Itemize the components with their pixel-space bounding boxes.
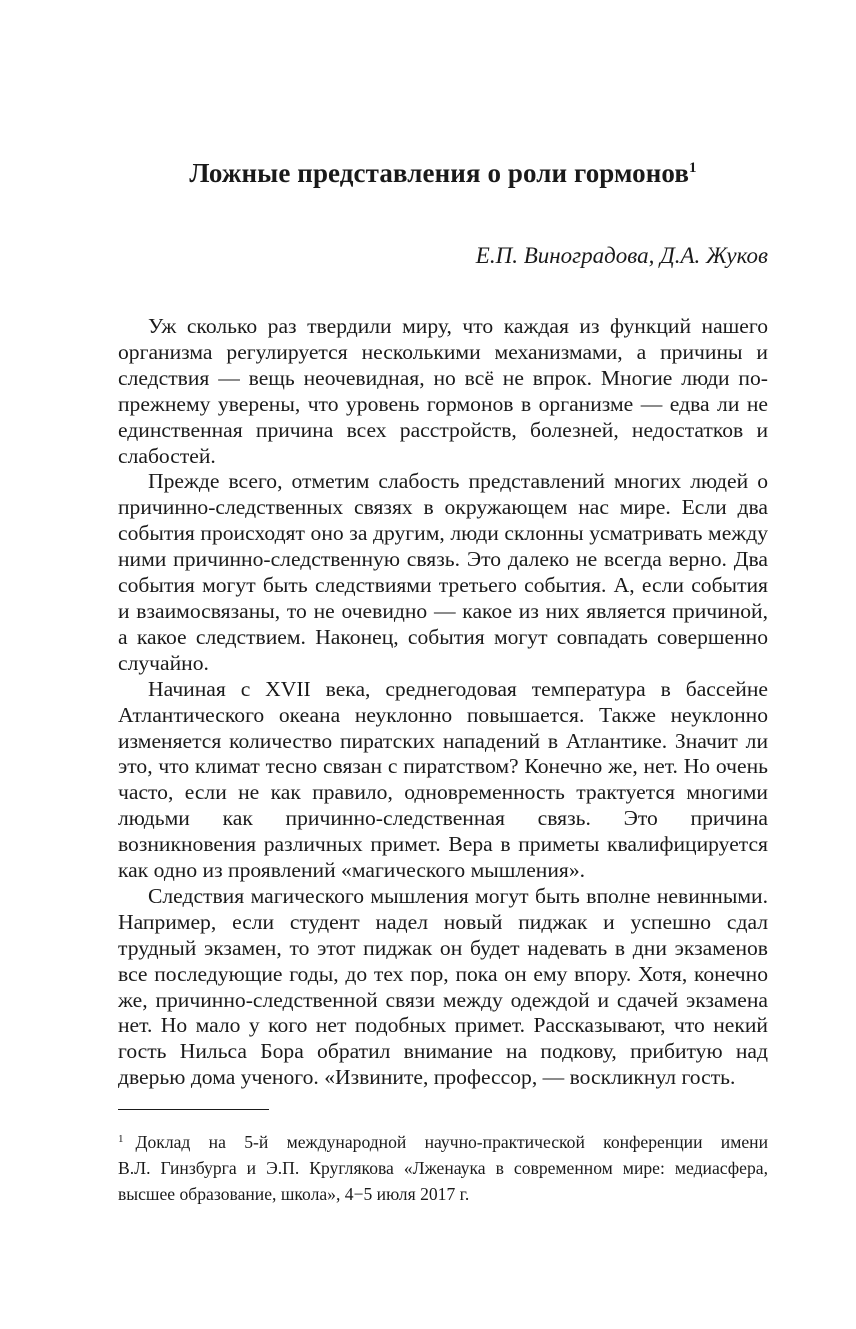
- footnote-line-3: высшее образование, школа», 4−5 июля 2017 г.: [118, 1184, 470, 1204]
- paragraph-3: Начиная с XVII века, среднегодовая температура в бассейне Атлантического океана неуклонно повышается. Также неуклонно изменяется количество пиратских нападений в Атлантике. Значит ли это, что климат тесно связан с пиратством? Конечно же, нет. Но очень часто, если не как правило, одновременность трактуется многими людьми как причинно-следственная связь. Это причина возникновения различных примет. Вера в приметы квалифицируется как одно из проявлений «магического мышления».: [118, 676, 768, 883]
- article-body: [118, 314, 768, 1091]
- footnote: [118, 1129, 768, 1207]
- footnote-line-2: В.Л. Гинзбурга и Э.П. Круглякова «Лженаука в современном мире: медиасфера,: [118, 1158, 768, 1178]
- article-authors: Е.П. Виноградова, Д.А. Жуков: [475, 243, 768, 268]
- footnote-mark: 1: [118, 1133, 124, 1145]
- footnote-line-1: [118, 1129, 768, 1155]
- paragraph-2: Прежде всего, отметим слабость представлений многих людей о причинно-следственных связях в окружающем нас мире. Если два события происходят оно за другим, люди склонны усматривать между ними причинно-следственную связь. Это далеко не всегда верно. Два события могут быть следствиями третьего события. А, если события и взаимосвязаны, то не очевидно — какое из них является причиной, а какое следствием. Наконец, события могут совпадать совершенно случайно.: [118, 469, 768, 675]
- footnote-line-1-text: Доклад на 5-й международной научно-практической конференции имени: [135, 1132, 768, 1152]
- article-title: [118, 158, 768, 189]
- footnote-divider: [118, 1109, 269, 1110]
- title-footnote-mark[interactable]: 1: [689, 160, 697, 176]
- paragraph-4: Следствия магического мышления могут быть вполне невинными. Например, если студент надел новый пиджак и успешно сдал трудный экзамен, то этот пиджак он будет надевать в дни экзаменов все последующие годы, до тех пор, пока он ему впору. Хотя, конечно же, причинно-следственной связи между одеждой и сдачей экзамена нет. Но мало у кого нет подобных примет. Рассказывают, что некий гость Нильса Бора обратил внимание на подкову, прибитую над дверью дома ученого. «Извините, профессор, — воскликнул гость.: [118, 883, 768, 1090]
- paragraph-1: Уж сколько раз твердили миру, что каждая из функций нашего организма регулируется несколькими механизмами, а причины и следствия — вещь неочевидная, но всё не впрок. Многие люди попрежнему уверены, что уровень гормонов в организме — едва ли не единственная причина всех расстройств, болезней, недостатков и слабостей.: [118, 314, 768, 468]
- article-title-text: Ложные представления о роли гормонов: [189, 158, 690, 188]
